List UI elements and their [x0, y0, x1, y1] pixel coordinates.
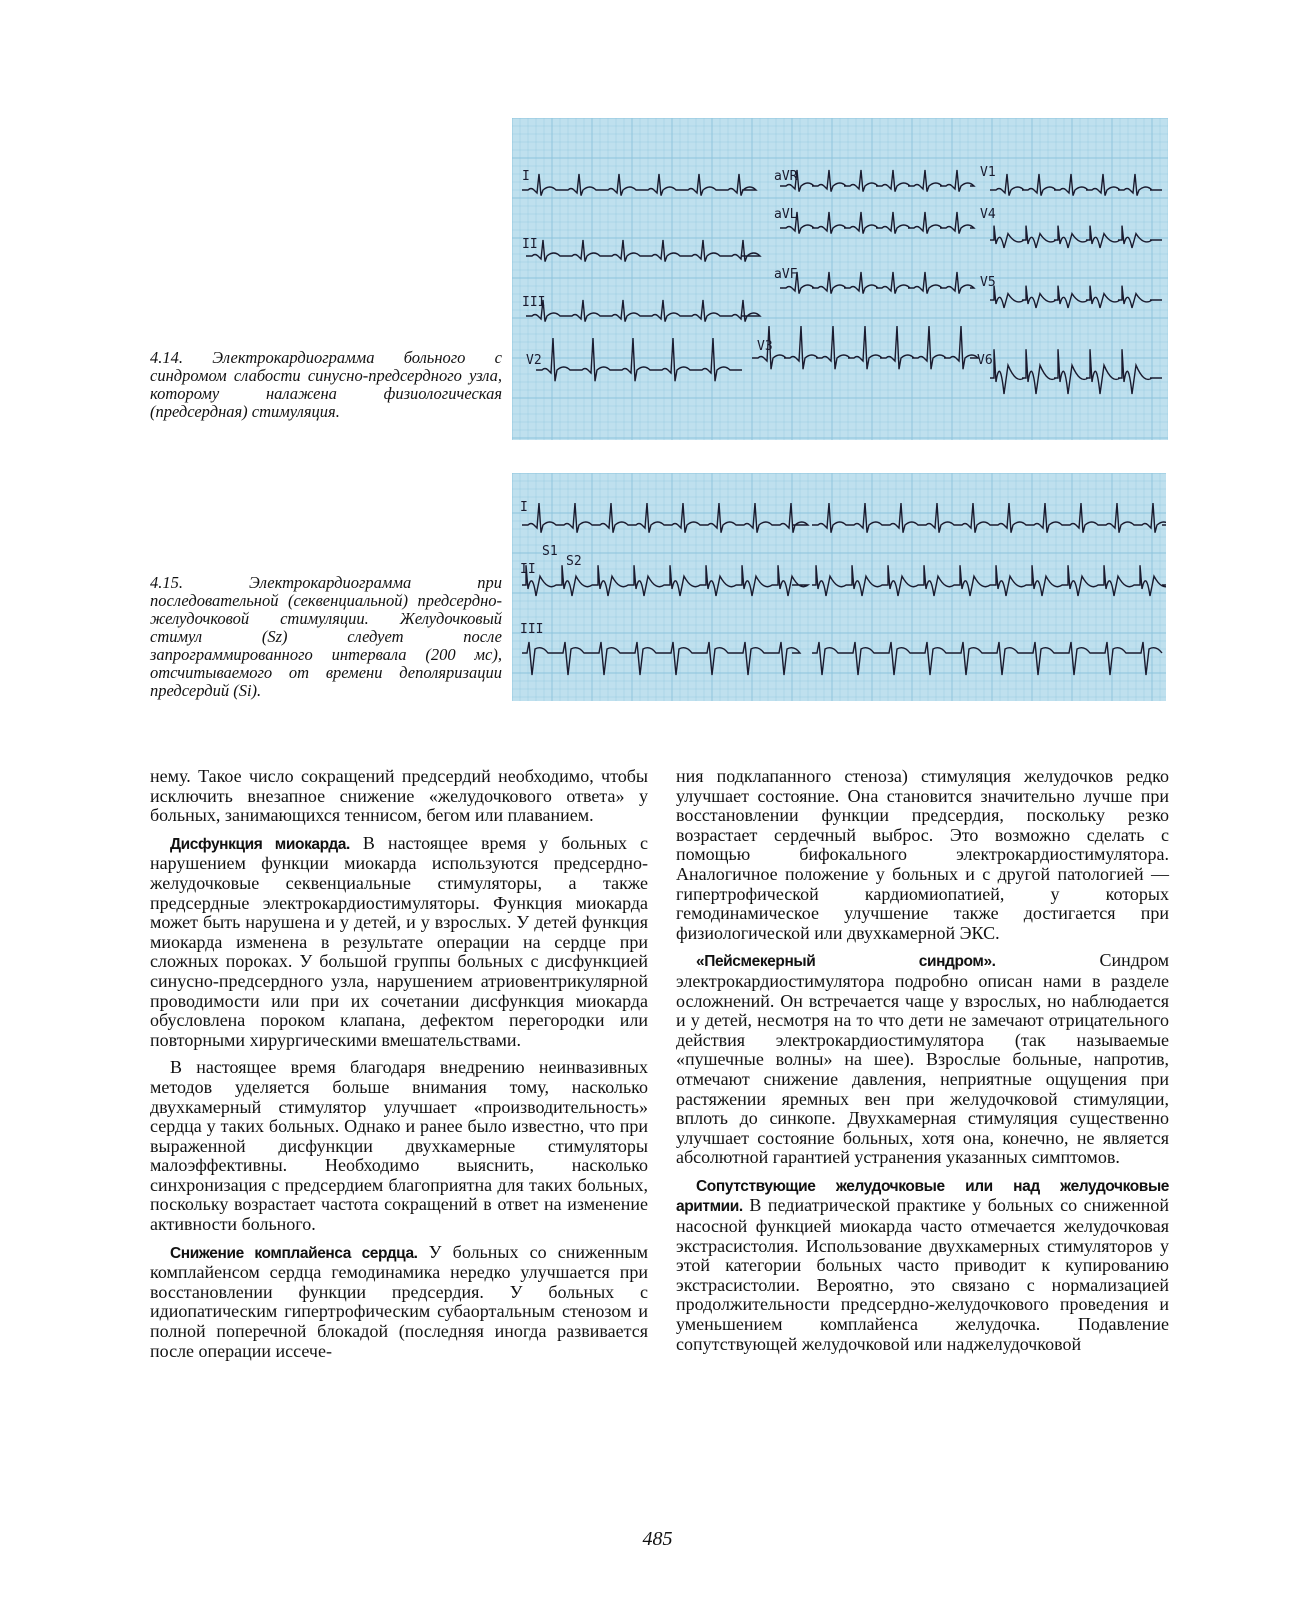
ecg-trace: [526, 240, 760, 262]
ecg-lead-label: I: [520, 500, 528, 515]
ecg-lead-label: V3: [757, 339, 773, 354]
ecg-trace: [812, 642, 1162, 675]
ecg-trace: [780, 212, 974, 234]
page-number: 485: [642, 1528, 673, 1550]
paragraph-text: нему. Такое число сокращений предсердий необходимо, чтобы исключить внезапное снижение «желудочкового ответа» у больных, занимающихся теннисом, бегом или плаванием.: [150, 766, 648, 826]
ecg-lead-label: III: [522, 295, 546, 310]
ecg-lead-label: aVL: [774, 207, 798, 222]
ecg-trace: [522, 565, 808, 596]
ecg-trace: [522, 642, 800, 675]
ecg-trace: [522, 174, 756, 196]
paragraph: [150, 1058, 648, 1234]
figure-caption-4-15: 4.15. Электрокардиограмма при последовательной (секвенциальной) предсердно-желудочковой стимуляции. Желудочковый стимул (Sz) следует после запрограммированного интервала (200 мс), отсчитываемого от времени деполяризации предсердий (Si).: [150, 573, 502, 700]
ecg-trace: [780, 170, 974, 192]
ecg-lead-label: V4: [980, 207, 996, 222]
ecg-lead-label: III: [520, 622, 544, 637]
ecg-trace: [522, 503, 808, 533]
paragraph-heading: Сопутствующие желудочковые или над желудочковые аритмии.: [676, 1177, 1169, 1216]
ecg-figure-4-15: [512, 473, 1166, 701]
paragraph-heading: Снижение комплайенса сердца.: [170, 1244, 418, 1262]
paragraph-text: В настоящее время благодаря внедрению неинвазивных методов уделяется больше внимания тому, насколько двухкамерный стимулятор улучшает «производительность» сердца у таких больных. Однако и ранее было известно, что при выраженной дисфункции двухкамерные стимуляторы малоэффективны. Необходимо выяснить, насколько синхронизация с предсердием благоприятна для таких больных, поскольку возрастает частота сокращений в ответ на изменение активности больного.: [150, 1057, 648, 1235]
paragraph-text: В педиатрической практике у больных со сниженной насосной функцией миокарда часто отмечается желудочковая экстрасистолия. Использование двухкамерных стимуляторов у этой категории больных часто приводит к купированию экстрасистолии. Вероятно, это связано с нормализацией продолжительности предсердно-желудочкового проведения и уменьшением комплайенса желудочка. Подавление сопутствующей желудочковой или наджелудочковой: [676, 1195, 1169, 1354]
ecg-lead-label: II: [520, 562, 536, 577]
ecg-strip-4-15: [512, 473, 1166, 701]
figure-caption-4-14: 4.14. Электрокардиограмма больного с синдромом слабости синусно-предсердного узла, которому налажена физиологическая (предсердная) стимуляция.: [150, 348, 502, 421]
ecg-lead-label: aVR: [774, 169, 798, 184]
ecg-lead-label: S2: [566, 554, 582, 569]
ecg-lead-label: V2: [526, 353, 542, 368]
ecg-lead-label: V6: [977, 353, 993, 368]
ecg-lead-label: II: [522, 237, 538, 252]
ecg-trace: [812, 565, 1166, 596]
paragraph-text: В настоящее время у больных с нарушением функции миокарда используются предсердно-желудочковые секвенциальные стимуляторы, а также предсердные электрокардиостимуляторы. Функция миокарда может быть нарушена и у детей, и у взрослых. У детей функция миокарда изменена в результате операции на сердце при сложных пороках. У большой группы больных с дисфункцией синусно-предсердного узла, нарушением атриовентрикулярной проводимости или при их сочетании дисфункция миокарда обусловлена пороком клапана, дефектом перегородки или повторными хирургическими вмешательствами.: [150, 832, 648, 1050]
ecg-strip-4-14: [512, 118, 1168, 440]
paragraph: [676, 1176, 1169, 1354]
paragraph: [150, 1243, 648, 1362]
ecg-lead-label: I: [522, 169, 530, 184]
ecg-trace: [536, 338, 742, 381]
paragraph-text: Синдром электрокардиостимулятора подробно описан нами в разделе осложнений. Он встречается чаще у взрослых, но наблюдается и у детей, несмотря на то что дети не замечают отрицательного действия электрокардиостимулятора (так называемые «пушечные волны» на шее). Взрослые больные, напротив, отмечают снижение давления, неприятные ощущения при растяжении яремных вен при желудочковой стимуляции, вплоть до синкопе. Двухкамерная стимуляция существенно улучшает состояние больных, хотя она, конечно, не является абсолютной гарантией устранения указанных симптомов.: [676, 950, 1169, 1168]
ecg-trace: [990, 349, 1162, 394]
ecg-trace: [990, 174, 1162, 196]
paragraph-heading: «Пейсмекерный синдром».: [696, 953, 996, 971]
paragraph: [676, 767, 1169, 943]
paragraph: [150, 834, 648, 1051]
paragraph-text: ния подклапанного стеноза) стимуляция желудочков редко улучшает состояние. Она становится значительно лучше при восстановлении функции предсердия, поскольку резко возрастает сердечный выброс. Это возможно сделать с помощью бифокального электрокардиостимулятора. Аналогичное положение у больных и с другой патологией — гипертрофической кардиомиопатией, у которых гемодинамическое улучшение также достигается при физиологической или двухкамерной ЭКС.: [676, 766, 1169, 943]
paragraph-text: У больных со сниженным комплайенсом сердца гемодинамика нередко улучшается при восстановлении функции предсердия. У больных с идиопатическим гипертрофическим субаортальным стенозом и полной поперечной блокадой (последняя иногда развивается после операции иссече-: [150, 1241, 648, 1361]
ecg-lead-label: V1: [980, 165, 996, 180]
paragraph: [676, 951, 1169, 1168]
ecg-trace: [990, 286, 1162, 308]
paragraph-heading: Дисфункция миокарда.: [170, 835, 350, 853]
ecg-trace: [780, 272, 974, 294]
left-text-column: [150, 767, 648, 1369]
ecg-trace: [990, 226, 1162, 248]
ecg-lead-label: aVF: [774, 267, 798, 282]
ecg-trace: [812, 503, 1166, 533]
ecg-lead-label: V5: [980, 275, 996, 290]
paragraph: [150, 767, 648, 826]
ecg-lead-label: S1: [542, 544, 558, 559]
ecg-figure-4-14: [512, 118, 1168, 440]
right-text-column: [676, 767, 1169, 1362]
